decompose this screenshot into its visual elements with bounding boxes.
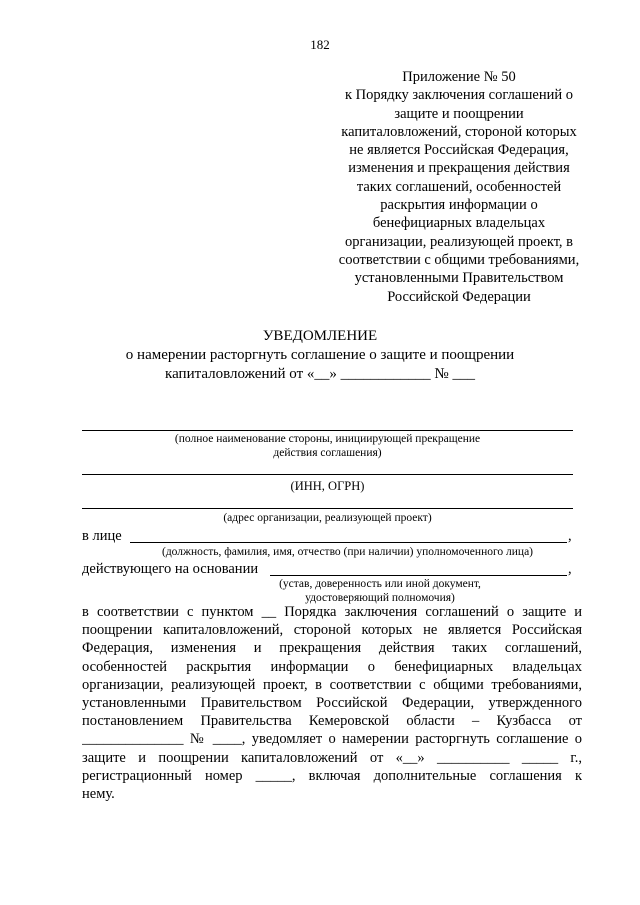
body-line: в соответствии с пунктом __ Порядка заключения соглашений о защите и bbox=[82, 604, 582, 620]
in-person-row bbox=[82, 527, 573, 545]
body-line: организации, реализующей проект, в соответствии с общими требованиями, bbox=[82, 676, 582, 693]
basis-row bbox=[82, 560, 573, 578]
body-line: особенностей раскрытия информации о бенефициарных владельцах bbox=[82, 658, 582, 675]
in-person-caption-text: (должность, фамилия, имя, отчество (при наличии) уполномоченного лица) bbox=[161, 546, 534, 558]
body-line: нему. bbox=[82, 786, 115, 803]
document-title bbox=[0, 327, 640, 384]
body-line: поощрении капиталовложений, стороной которых не является Российская bbox=[82, 622, 582, 639]
title-line-2: капиталовложений от «__» ____________ № ___ bbox=[165, 366, 475, 382]
basis-label: действующего на основании bbox=[82, 561, 259, 577]
body-paragraph bbox=[82, 603, 582, 803]
in-person-comma: , bbox=[568, 528, 572, 544]
title-line-1: о намерении расторгнуть соглашение о защите и поощрении bbox=[125, 347, 515, 363]
page-number: 182 bbox=[310, 37, 330, 52]
body-line: установленными Правительством Российской Федерации, утвержденного bbox=[82, 695, 582, 712]
in-person-caption bbox=[102, 545, 593, 559]
basis-comma: , bbox=[568, 561, 572, 577]
appendix-line: бенефициарных владельцах bbox=[372, 215, 546, 232]
title-heading: УВЕДОМЛЕНИЕ bbox=[262, 328, 378, 344]
full-name-caption-line-2: действия соглашения) bbox=[273, 447, 382, 459]
appendix-line: капиталовложений, стороной которых bbox=[341, 123, 577, 140]
body-line: ______________ № ____, уведомляет о намерении расторгнуть соглашение о bbox=[82, 731, 582, 748]
appendix-line: к Порядку заключения соглашений о bbox=[345, 87, 573, 104]
body-line: регистрационный номер _____, включая дополнительные соглашения к bbox=[82, 767, 582, 784]
inn-caption bbox=[82, 479, 573, 493]
basis-caption bbox=[230, 577, 530, 605]
body-line: защите и поощрении капиталовложений от «__» __________ _____ г., bbox=[82, 749, 582, 766]
body-line: постановлением Правительства Кемеровской области – Кузбасса от bbox=[82, 713, 582, 730]
full-name-field-line[interactable] bbox=[82, 430, 573, 431]
appendix-line: не является Российская Федерация, bbox=[349, 142, 569, 159]
appendix-line: раскрытия информации о bbox=[380, 197, 538, 214]
in-person-field-line[interactable] bbox=[130, 542, 567, 543]
inn-caption-text: (ИНН, ОГРН) bbox=[290, 479, 365, 493]
appendix-line: установленными Правительством bbox=[354, 270, 564, 287]
appendix-line: организации, реализующей проект, в bbox=[344, 233, 574, 250]
basis-caption-line-1: (устав, доверенность или иной документ, bbox=[279, 578, 481, 590]
address-caption bbox=[82, 511, 573, 525]
full-name-caption bbox=[82, 432, 573, 460]
basis-field-line[interactable] bbox=[270, 575, 567, 576]
in-person-label: в лице bbox=[82, 528, 122, 544]
address-field-line[interactable] bbox=[82, 508, 573, 509]
appendix-line: Приложение № 50 bbox=[402, 69, 516, 85]
basis-caption-line-2: удостоверяющий полномочия) bbox=[305, 592, 455, 604]
address-caption-text: (адрес организации, реализующей проект) bbox=[223, 512, 432, 524]
full-name-caption-line-1: (полное наименование стороны, инициирующей прекращение bbox=[174, 433, 481, 445]
appendix-line: Российской Федерации bbox=[387, 288, 531, 305]
appendix-line: таких соглашений, особенностей bbox=[356, 178, 562, 195]
appendix-line: защите и поощрении bbox=[394, 105, 524, 122]
appendix-line: соответствии с общими требованиями, bbox=[338, 251, 580, 268]
appendix-block bbox=[318, 68, 600, 306]
inn-field-line[interactable] bbox=[82, 474, 573, 475]
body-line: Федерация, изменения и прекращения действия таких соглашений, bbox=[82, 640, 582, 657]
appendix-line: изменения и прекращения действия bbox=[348, 160, 570, 177]
